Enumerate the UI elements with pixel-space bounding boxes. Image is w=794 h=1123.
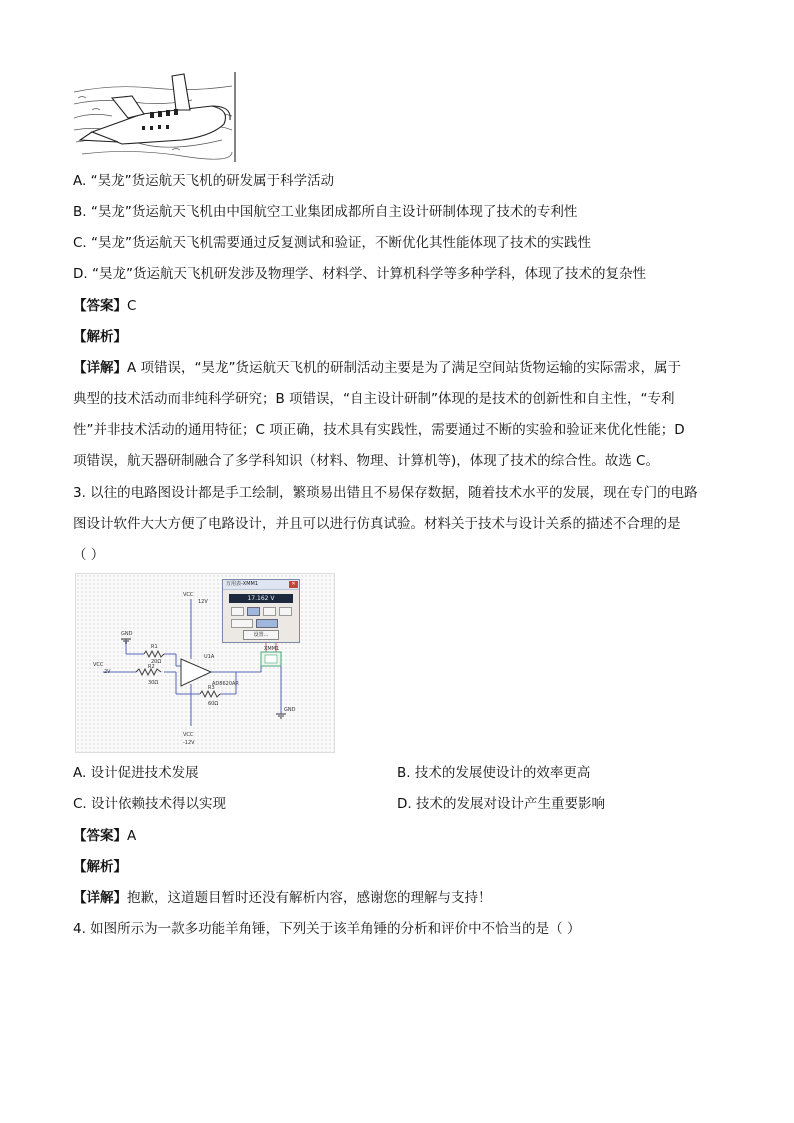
answer-value: A: [127, 828, 137, 844]
detail-label: 【详解】: [73, 360, 127, 376]
multimeter-display: 17.162 V: [229, 594, 293, 603]
answer-value: C: [127, 298, 137, 314]
chip-label: AD8620AR: [212, 681, 239, 687]
q3-stem-line-3: （ ）: [73, 547, 105, 563]
q2-option-c: C. “昊龙”货运航天飞机需要通过反复测试和验证，不断优化其性能体现了技术的实践性: [73, 235, 591, 251]
q3-option-a: A. 设计促进技术发展: [73, 765, 199, 781]
q2-option-b: B. “昊龙”货运航天飞机由中国航空工业集团成都所自主设计研制体现了技术的专利性: [73, 204, 578, 220]
r2-value: 30Ω: [148, 680, 159, 686]
vcc-top-value: 12V: [198, 599, 208, 605]
answer-label: 【答案】: [73, 298, 127, 314]
q2-analysis-label: 【解析】: [73, 329, 127, 345]
mode-ohm-button[interactable]: [263, 607, 276, 616]
detail-text: 抱歉，这道题目暂时还没有解析内容，感谢您的理解与支持！: [127, 890, 492, 906]
spaceplane-illustration: [72, 70, 242, 165]
q2-option-a: A. “昊龙”货运航天飞机的研发属于科学活动: [73, 173, 335, 189]
q2-answer: [73, 296, 136, 316]
q2-detail-line-2: 典型的技术活动而非纯科学研究；B 项错误，“自主设计研制”体现的是技术的创新性和自主性，“专利: [73, 391, 675, 407]
ac-button[interactable]: [231, 619, 253, 628]
vcc-left-value: 2V: [104, 669, 111, 675]
mode-db-button[interactable]: [279, 607, 292, 616]
q2-detail-line-1: [73, 358, 681, 378]
vcc-top-label: VCC: [183, 592, 194, 598]
close-icon[interactable]: ✕: [289, 581, 298, 588]
q4-stem: 4. 如图所示为一款多功能羊角锤，下列关于该羊角锤的分析和评价中不恰当的是（ ）: [73, 921, 581, 937]
q2-option-d: D. “昊龙”货运航天飞机研发涉及物理学、材料学、计算机科学等多种学科，体现了技术的复杂性: [73, 266, 646, 282]
q2-detail-line-3: 性”并非技术活动的通用特征；C 项正确，技术具有实践性，需要通过不断的实验和验证来优化性能；D: [73, 422, 685, 438]
mode-a-button[interactable]: [231, 607, 244, 616]
r3-label: R3: [208, 685, 215, 691]
q3-detail: [73, 888, 492, 908]
settings-button[interactable]: 设置...: [243, 630, 279, 640]
detail-label: 【详解】: [73, 890, 127, 906]
multimeter-window: [222, 579, 300, 643]
xmm-label: XMM1: [264, 646, 280, 652]
u1a-label: U1A: [204, 654, 215, 660]
q3-stem-line-1: 3. 以往的电路图设计都是手工绘制，繁琐易出错且不易保存数据，随着技术水平的发展，现在专门的电路: [73, 485, 698, 501]
vcc-bottom-label: VCC: [183, 732, 194, 738]
circuit-diagram: [75, 573, 335, 753]
r2-label: R2: [148, 664, 155, 670]
q3-option-d: D. 技术的发展对设计产生重要影响: [397, 796, 605, 812]
multimeter-title: 万用表-XMM1: [226, 581, 259, 587]
dc-button[interactable]: [256, 619, 278, 628]
q3-option-b: B. 技术的发展使设计的效率更高: [397, 765, 591, 781]
r1-label: R1: [151, 644, 158, 650]
q3-analysis-label: 【解析】: [73, 859, 127, 875]
q3-option-c: C. 设计依赖技术得以实现: [73, 796, 227, 812]
r3-value: 60Ω: [208, 701, 219, 707]
vcc-bottom-value: -12V: [183, 740, 195, 746]
gnd-left-label: GND: [121, 631, 133, 637]
q2-detail-line-4: 项错误，航天器研制融合了多学科知识（材料、物理、计算机等)，体现了技术的综合性。故选 C。: [73, 453, 659, 469]
r1-value: 20Ω: [151, 659, 162, 665]
mode-v-button[interactable]: [247, 607, 260, 616]
q3-stem-line-2: 图设计软件大大方便了电路设计，并且可以进行仿真试验。材料关于技术与设计关系的描述不合理的是: [73, 516, 681, 532]
vcc-left-label: VCC: [93, 662, 104, 668]
detail-text: A 项错误，“昊龙”货运航天飞机的研制活动主要是为了满足空间站货物运输的实际需求，属于: [127, 360, 682, 376]
answer-label: 【答案】: [73, 828, 127, 844]
gnd-right-label: GND: [284, 707, 296, 713]
q3-answer: [73, 826, 136, 846]
